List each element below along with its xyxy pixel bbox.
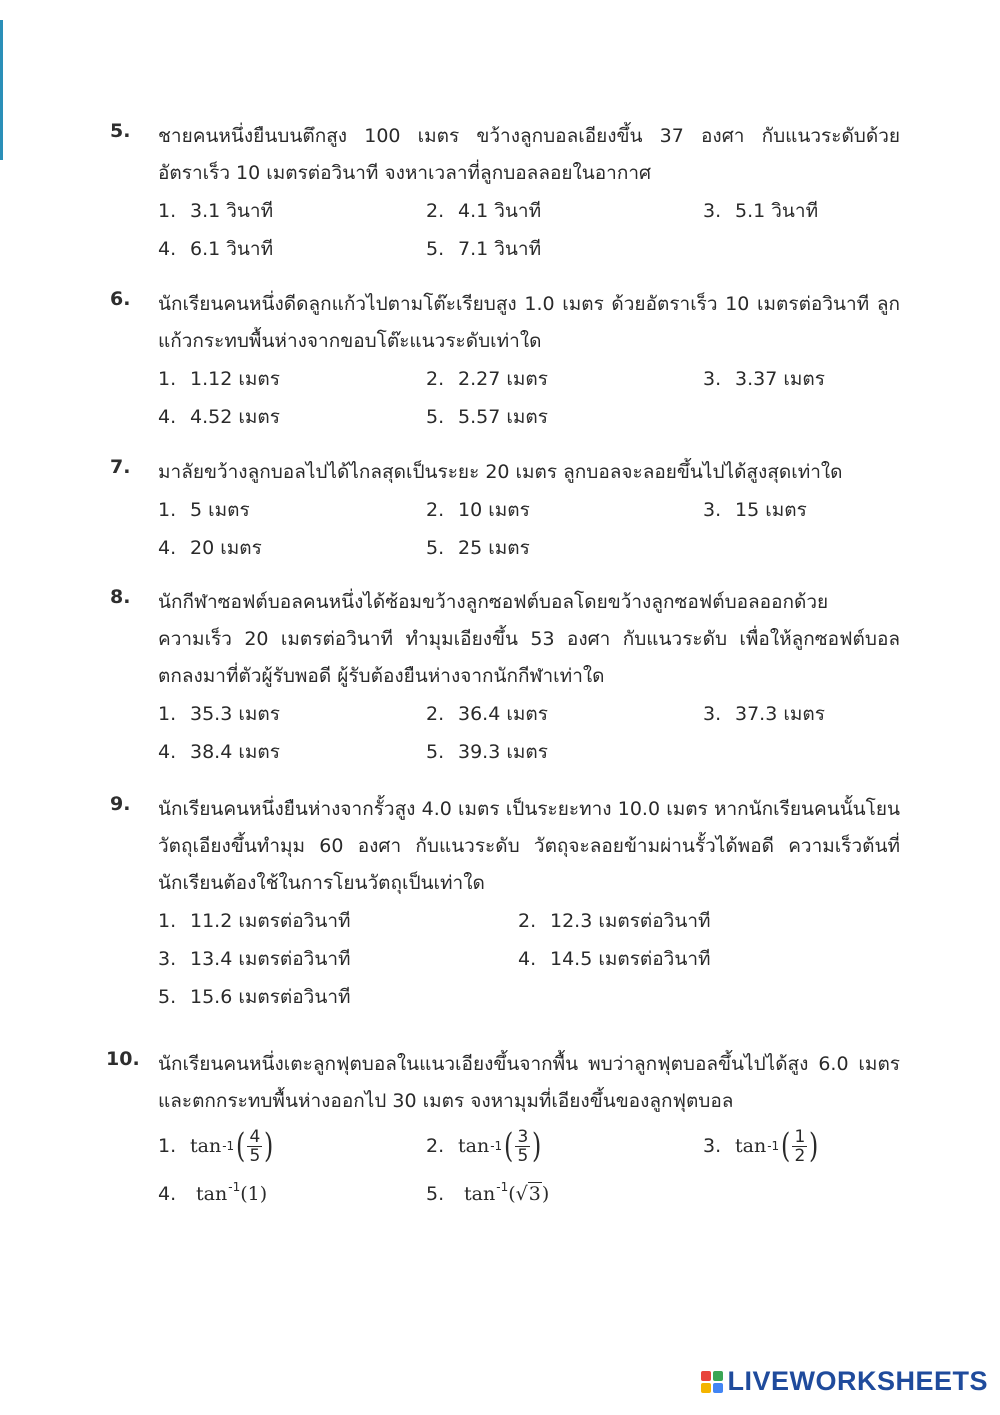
- option[interactable]: 2. 36.4 เมตร: [426, 703, 548, 725]
- radicand: 3: [528, 1183, 541, 1205]
- radical-sign: √: [515, 1183, 528, 1205]
- option[interactable]: 1. 35.3 เมตร: [158, 703, 280, 725]
- option[interactable]: 3. 37.3 เมตร: [703, 703, 825, 725]
- question-9: [110, 793, 900, 1016]
- option[interactable]: 5. 15.6 เมตรต่อวินาที: [158, 986, 351, 1008]
- math-function: tan: [464, 1183, 496, 1205]
- option[interactable]: 3. 5.1 วินาที: [703, 200, 819, 222]
- option[interactable]: 1. 11.2 เมตรต่อวินาที: [158, 910, 351, 932]
- question-5: [110, 120, 900, 268]
- question-text: ชายคนหนึ่งยืนบนตึกสูง 100 เมตร ขว้างลูกบอลเอียงขึ้น 37 องศา กับแนวระดับด้วยอัตราเร็ว 10 เมตรต่อวินาที จงหาเวลาที่ลูกบอลลอยในอากาศ: [158, 125, 900, 184]
- logo-mark-square: [701, 1383, 711, 1393]
- option[interactable]: 5. 25 เมตร: [426, 537, 530, 559]
- math-function: tan: [190, 1135, 222, 1157]
- option[interactable]: 1. tan -1 ( $\frac{4}{5}$ ): [158, 1126, 274, 1166]
- logo-mark-square: [713, 1371, 723, 1381]
- option[interactable]: 2. 10 เมตร: [426, 499, 530, 521]
- option[interactable]: 2. 4.1 วินาที: [426, 200, 542, 222]
- option[interactable]: 5. 5.57 เมตร: [426, 406, 548, 428]
- option[interactable]: 4. 14.5 เมตรต่อวินาที: [518, 948, 711, 970]
- question-text: มาลัยขว้างลูกบอลไปได้ไกลสุดเป็นระยะ 20 เมตร ลูกบอลจะลอยขึ้นไปได้สูงสุดเท่าใด: [158, 461, 843, 483]
- question-text: นักเรียนคนหนึ่งยืนห่างจากรั้วสูง 4.0 เมตร เป็นระยะทาง 10.0 เมตร หากนักเรียนคนนั้นโยนวัตถุเอียงขึ้นทำมุม 60 องศา กับแนวระดับ วัตถุจะลอยข้ามผ่านรั้วได้พอดี ความเร็วต้นที่นักเรียนต้องใช้ในการโยนวัตถุเป็นเท่าใด: [158, 798, 900, 894]
- fraction: $\frac{1}{2}$: [794, 1126, 806, 1166]
- logo-mark-square: [701, 1371, 711, 1381]
- question-number: 9.: [110, 793, 131, 815]
- close-paren-symbol: ): [264, 1126, 274, 1166]
- question-7: [110, 456, 900, 567]
- question-text: นักกีฬาซอฟต์บอลคนหนึ่งได้ซ้อมขว้างลูกซอฟต์บอลโดยขว้างลูกซอฟต์บอลออกด้วยความเร็ว 20 เมตรต่อวินาที ทำมุมเอียงขึ้น 53 องศา กับแนวระดับ เพื่อให้ลูกซอฟต์บอลตกลงมาที่ตัวผู้รับพอดี ผู้รับต้องยืนห่างจากนักกีฬาเท่าใด: [158, 591, 900, 687]
- open-paren-symbol: (: [236, 1126, 246, 1166]
- liveworksheets-logo: [701, 1366, 988, 1397]
- open-paren-symbol: (: [781, 1126, 791, 1166]
- option[interactable]: 3. 15 เมตร: [703, 499, 807, 521]
- math-exponent: -1: [496, 1180, 509, 1194]
- option[interactable]: 2. 12.3 เมตรต่อวินาที: [518, 910, 711, 932]
- option[interactable]: 1. 3.1 วินาที: [158, 200, 274, 222]
- logo-mark-icon: [701, 1371, 723, 1393]
- close-paren-symbol: ): [532, 1126, 542, 1166]
- options: [158, 1126, 900, 1216]
- option[interactable]: 5. $\tan^{-1}(√3)$: [426, 1180, 550, 1205]
- option[interactable]: 4. 20 เมตร: [158, 537, 262, 559]
- question-number: 5.: [110, 120, 131, 142]
- options: [158, 491, 900, 567]
- question-number: 7.: [110, 456, 131, 478]
- question-number: 8.: [110, 586, 131, 608]
- option[interactable]: 3. tan -1 ( $\frac{1}{2}$ ): [703, 1126, 819, 1166]
- option[interactable]: 3. 13.4 เมตรต่อวินาที: [158, 948, 351, 970]
- options: [158, 695, 900, 771]
- option[interactable]: 4. 38.4 เมตร: [158, 741, 280, 763]
- option[interactable]: 4. 4.52 เมตร: [158, 406, 280, 428]
- logo-mark-square: [713, 1383, 723, 1393]
- close-paren-symbol: ): [809, 1126, 819, 1166]
- options: [158, 192, 900, 268]
- option[interactable]: 2. tan -1 ( $\frac{3}{5}$ ): [426, 1126, 542, 1166]
- option[interactable]: 4. $\tan^{-1}(1)$: [158, 1180, 268, 1205]
- option[interactable]: 1. 1.12 เมตร: [158, 368, 280, 390]
- open-paren-symbol: (: [504, 1126, 514, 1166]
- question-10: [106, 1048, 900, 1216]
- math-exponent: -1: [490, 1139, 503, 1153]
- question-text: นักเรียนคนหนึ่งดีดลูกแก้วไปตามโต๊ะเรียบสูง 1.0 เมตร ด้วยอัตราเร็ว 10 เมตรต่อวินาที ลูกแก้วกระทบพื้นห่างจากขอบโต๊ะแนวระดับเท่าใด: [158, 293, 900, 352]
- question-number: 6.: [110, 288, 131, 310]
- math-function: tan: [735, 1135, 767, 1157]
- options: [158, 360, 900, 436]
- logo-text: LIVEWORKSHEETS: [727, 1366, 988, 1396]
- question-6: [110, 288, 900, 436]
- math-function: tan: [458, 1135, 490, 1157]
- math-exponent: -1: [767, 1139, 780, 1153]
- math-argument: (1): [240, 1183, 268, 1205]
- edge-accent-line: [0, 20, 3, 160]
- option[interactable]: 4. 6.1 วินาที: [158, 238, 274, 260]
- math-function: tan: [196, 1183, 228, 1205]
- fraction: $\frac{4}{5}$: [249, 1126, 261, 1166]
- math-exponent: -1: [222, 1139, 235, 1153]
- option[interactable]: 1. 5 เมตร: [158, 499, 250, 521]
- fraction: $\frac{3}{5}$: [517, 1126, 529, 1166]
- square-root: [516, 1182, 542, 1205]
- open-paren-symbol: (: [508, 1183, 516, 1205]
- question-text: นักเรียนคนหนึ่งเตะลูกฟุตบอลในแนวเอียงขึ้นจากพื้น พบว่าลูกฟุตบอลขึ้นไปได้สูง 6.0 เมตร และตกกระทบพื้นห่างออกไป 30 เมตร จงหามุมที่เอียงขึ้นของลูกฟุตบอล: [158, 1053, 900, 1112]
- math-exponent: -1: [228, 1180, 241, 1194]
- option[interactable]: 2. 2.27 เมตร: [426, 368, 548, 390]
- question-8: [110, 586, 900, 771]
- option[interactable]: 3. 3.37 เมตร: [703, 368, 825, 390]
- question-number: 10.: [106, 1048, 140, 1070]
- option[interactable]: 5. 39.3 เมตร: [426, 741, 548, 763]
- option[interactable]: 5. 7.1 วินาที: [426, 238, 542, 260]
- close-paren-symbol: ): [541, 1183, 550, 1205]
- options: [158, 902, 900, 1016]
